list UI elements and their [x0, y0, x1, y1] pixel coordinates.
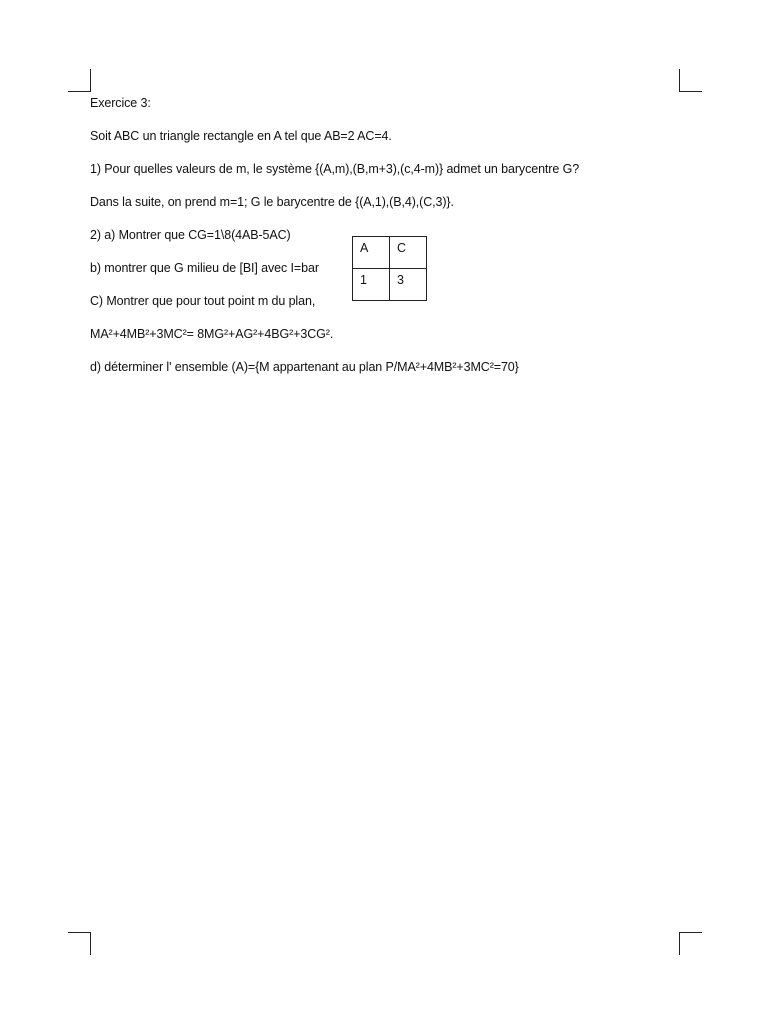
crop-mark-top-left — [68, 69, 91, 92]
table-cell — [353, 269, 390, 301]
crop-mark-bottom-left — [68, 932, 91, 955]
table-row — [353, 237, 427, 269]
cell-text: A — [360, 241, 369, 255]
exercise-title: Exercice 3: — [90, 96, 151, 110]
question-2d: d) déterminer l' ensemble (A)={M appartenant au plan P/MA²+4MB²+3MC²=70} — [90, 360, 519, 374]
question-2c-formula: MA²+4MB²+3MC²= 8MG²+AG²+4BG²+3CG². — [90, 327, 334, 341]
question-2c: C) Montrer que pour tout point m du plan, — [90, 294, 316, 308]
cell-text: 1 — [360, 273, 367, 287]
question-2b: b) montrer que G milieu de [BI] avec I=bar — [90, 261, 319, 275]
crop-mark-top-right — [679, 69, 702, 92]
exercise-statement: Soit ABC un triangle rectangle en A tel que AB=2 AC=4. — [90, 129, 392, 143]
table-row — [353, 269, 427, 301]
cell-text: C — [397, 241, 407, 255]
question-1: 1) Pour quelles valeurs de m, le système {(A,m),(B,m+3),(c,4-m)} admet un barycentre G? — [90, 162, 580, 176]
question-2a: 2) a) Montrer que CG=1\8(4AB-5AC) — [90, 228, 291, 242]
cell-text: 3 — [397, 273, 404, 287]
crop-mark-bottom-right — [679, 932, 702, 955]
continuation-text: Dans la suite, on prend m=1; G le barycentre de {(A,1),(B,4),(C,3)}. — [90, 195, 454, 209]
table-cell — [390, 237, 427, 269]
table-cell — [353, 237, 390, 269]
weights-table — [352, 236, 427, 301]
table-cell — [390, 269, 427, 301]
